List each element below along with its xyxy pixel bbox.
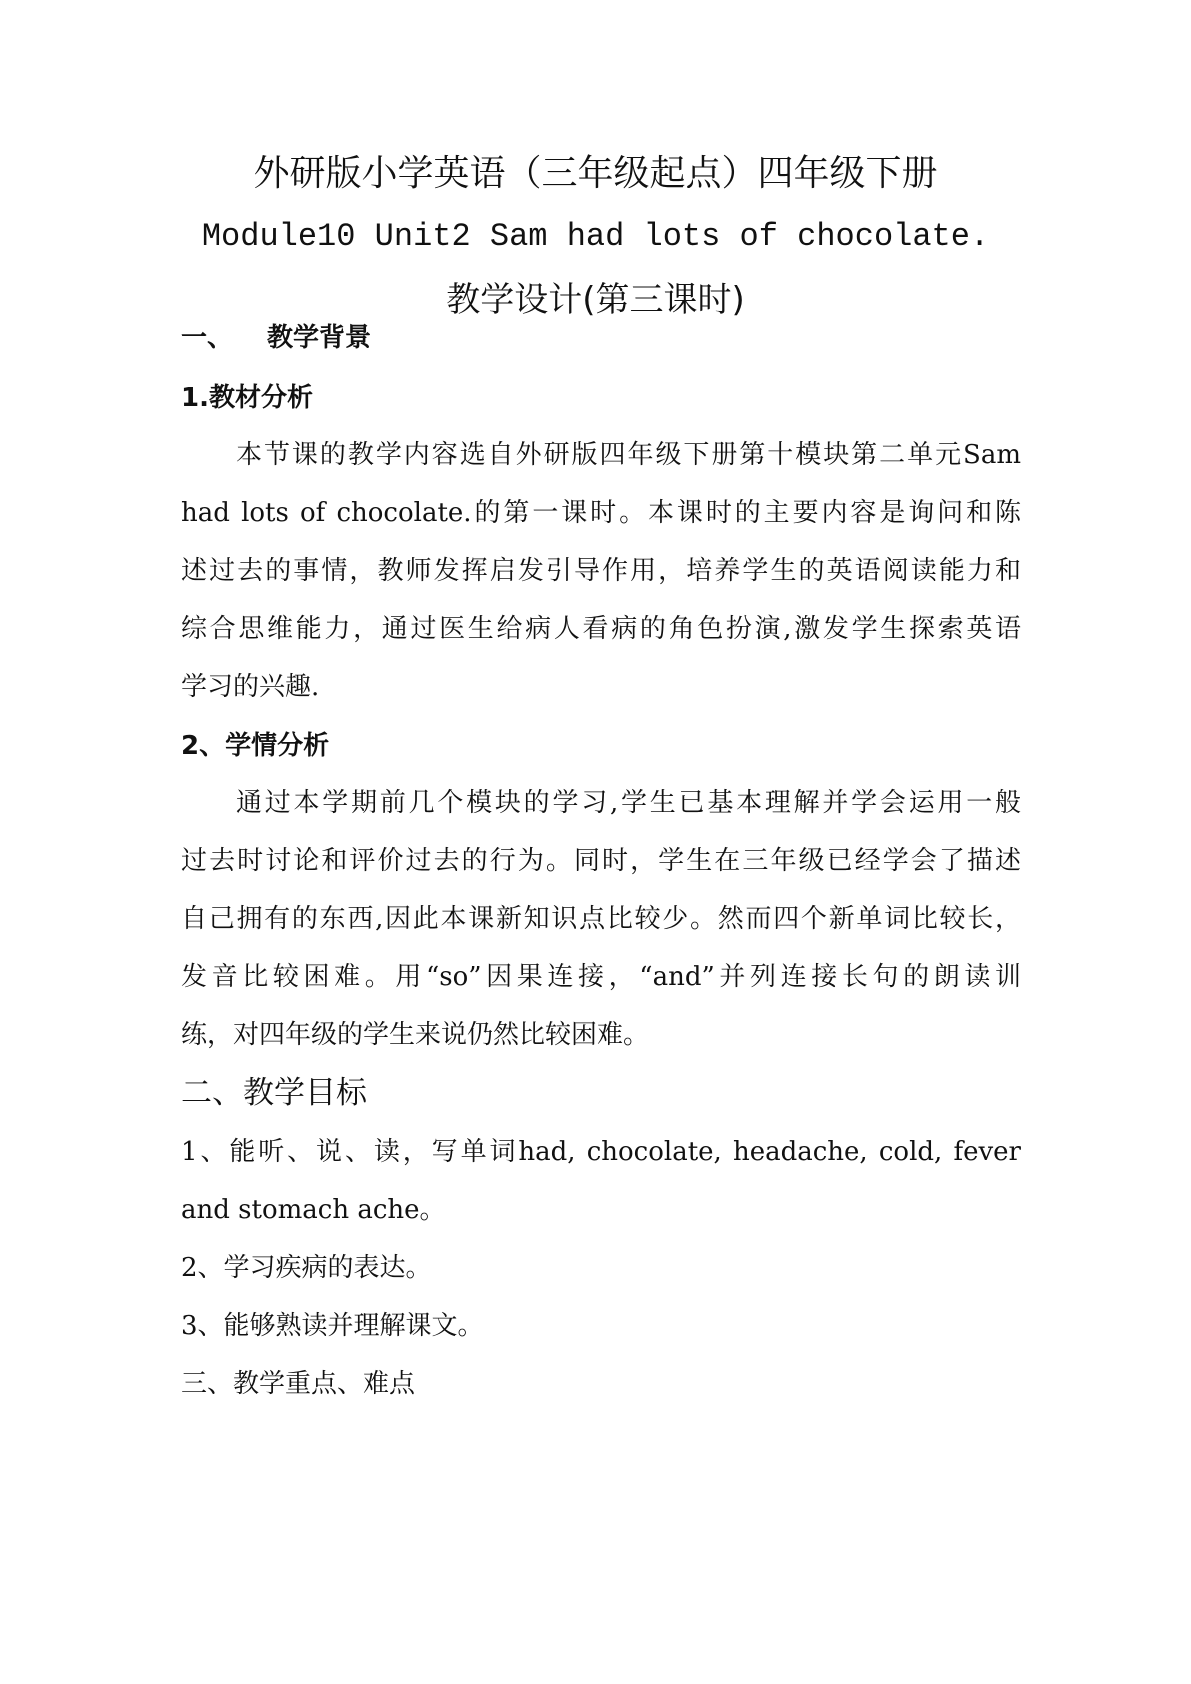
section-2-heading: 二、教学目标 [181,1075,367,1111]
paragraph-line: 综合思维能力，通过医生给病人看病的角色扮演,激发学生探索英语 [181,614,1021,644]
objective-line: 3、能够熟读并理解课文。 [181,1311,484,1341]
section-1-title: 教学背景 [267,323,372,353]
paragraph-line: 学习的兴趣. [181,672,320,702]
paragraph-line: had lots of chocolate.的第一课时。本课时的主要内容是询问和陈 [181,498,1021,528]
paragraph-line: 过去时讨论和评价过去的行为。同时，学生在三年级已经学会了描述 [181,846,1021,876]
paragraph-line: 通过本学期前几个模块的学习,学生已基本理解并学会运用一般 [236,788,1021,818]
objective-line: 2、学习疾病的表达。 [181,1253,432,1283]
section-1-number: 一、 [181,323,234,353]
objective-line: 1、能听、说、读，写单词had, chocolate, headache, cold, fever [181,1137,1021,1167]
section-3-heading: 三、教学重点、难点 [181,1369,416,1399]
document-title-chinese: 外研版小学英语（三年级起点）四年级下册 [253,153,938,194]
document-subtitle: 教学设计(第三课时) [446,280,745,320]
paragraph-line: 发音比较困难。用“so”因果连接，“and”并列连接长句的朗读训 [181,962,1021,992]
paragraph-line: 述过去的事情，教师发挥启发引导作用，培养学生的英语阅读能力和 [181,556,1021,586]
section-1-heading [181,320,1021,356]
paragraph-line: 练，对四年级的学生来说仍然比较困难。 [181,1020,650,1050]
subsection-2-heading: 2、学情分析 [181,731,330,761]
objective-line: and stomach ache。 [181,1195,446,1225]
paragraph-line: 自己拥有的东西,因此本课新知识点比较少。然而四个新单词比较长， [181,904,1021,934]
subsection-1-heading: 1.教材分析 [181,383,313,413]
document-title-english: Module10 Unit2 Sam had lots of chocolate. [201,218,990,255]
paragraph-line: 本节课的教学内容选自外研版四年级下册第十模块第二单元Sam [236,440,1021,470]
